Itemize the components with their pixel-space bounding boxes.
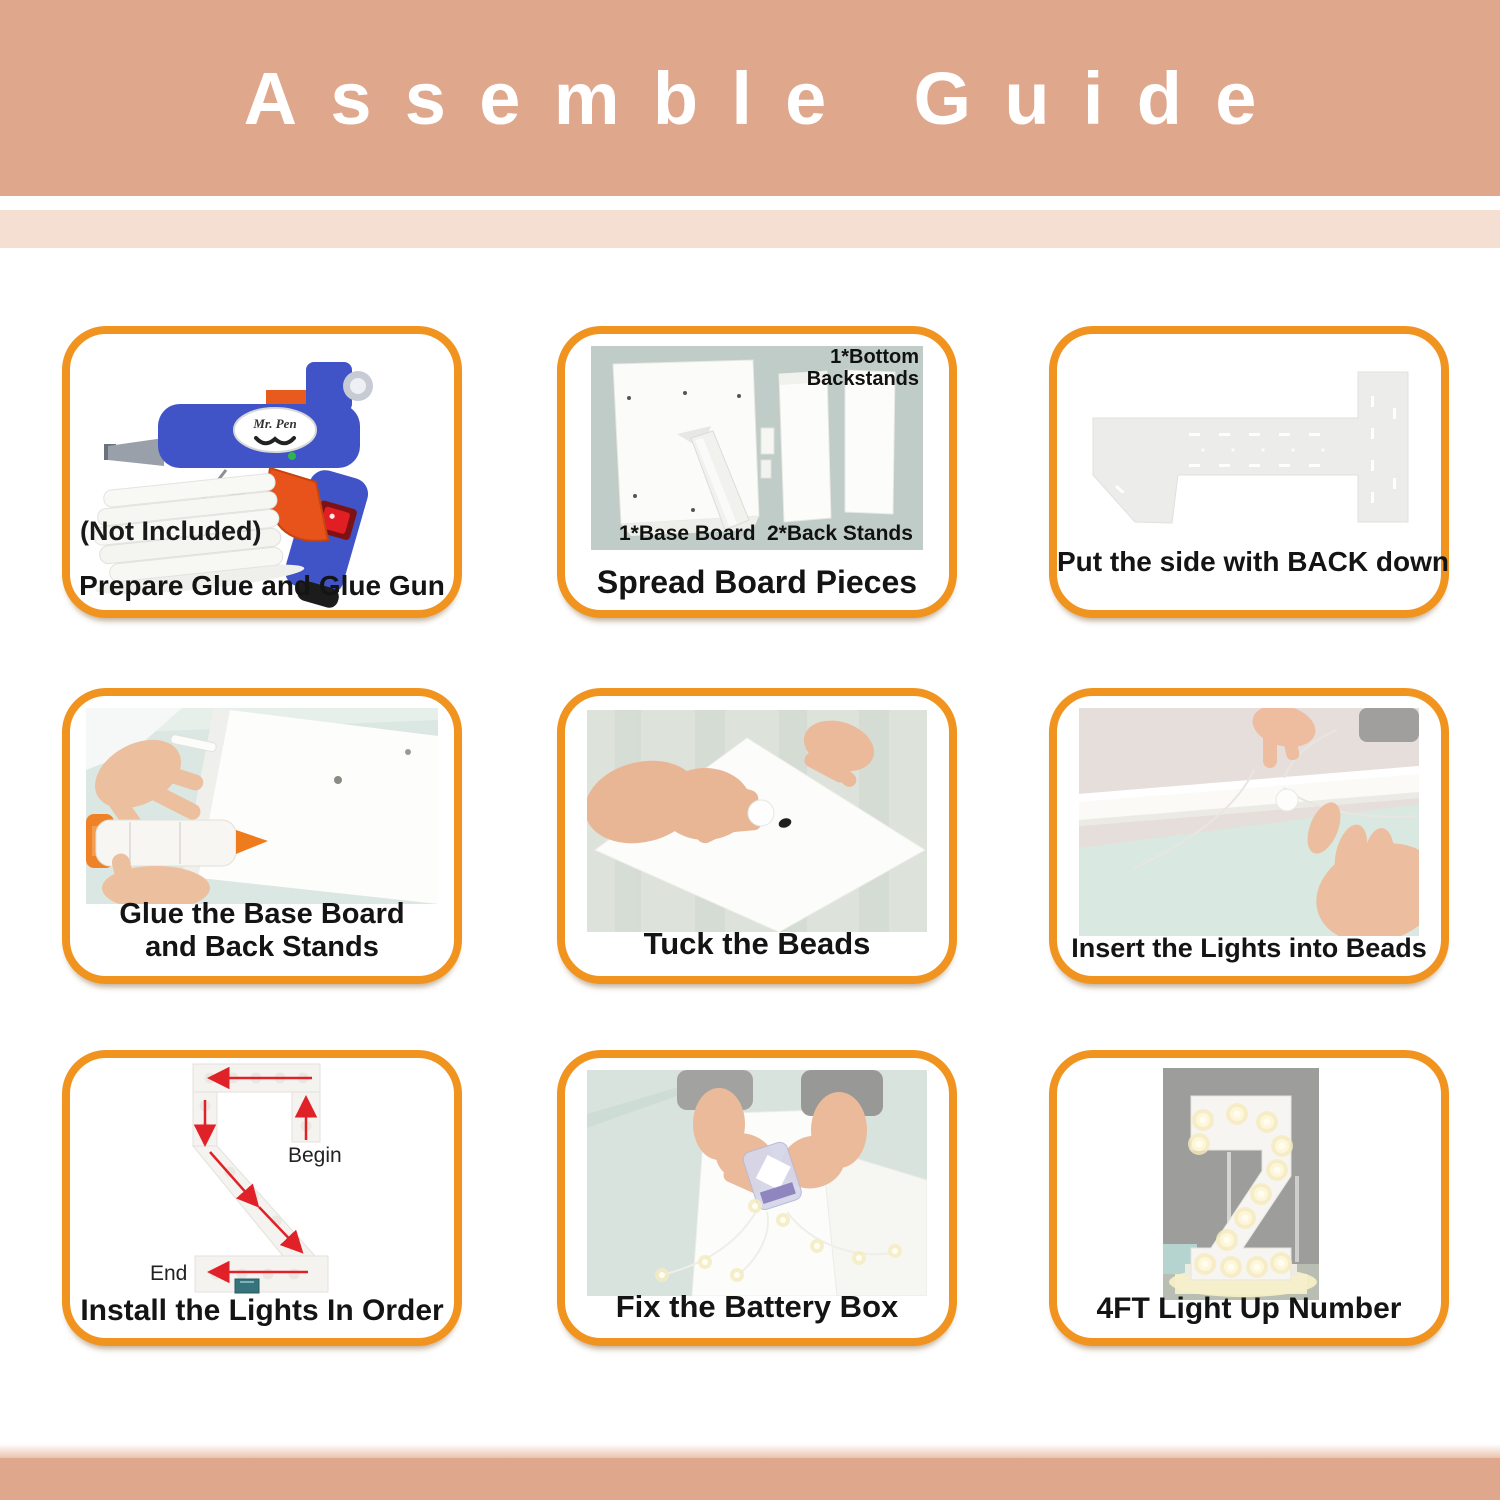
base-board-label: 1*Base Board — [619, 522, 756, 545]
step-card-3 — [1049, 326, 1449, 618]
step-3-caption: Put the side with BACK down — [1057, 546, 1449, 577]
step-5-caption: Tuck the Beads — [643, 926, 871, 961]
step-card-8 — [557, 1050, 957, 1346]
bottom-backstands-label: 1*Bottom Backstands — [806, 346, 919, 390]
page-title: Assemble Guide — [243, 56, 1290, 140]
tuck-beads-photo — [587, 710, 927, 932]
glue-boards-photo — [86, 708, 438, 904]
step-7-caption: Install the Lights In Order — [80, 1294, 444, 1327]
footer-fade — [0, 1444, 1500, 1458]
not-included-note: (Not Included) — [80, 516, 262, 546]
step-card-7 — [62, 1050, 462, 1346]
mirrored-2-shape — [193, 1064, 328, 1292]
step-card-4 — [62, 688, 462, 984]
flat-board-shape — [1093, 372, 1408, 523]
step-8-caption: Fix the Battery Box — [615, 1289, 899, 1324]
step-6-caption: Insert the Lights into Beads — [1071, 933, 1427, 963]
step-9-caption: 4FT Light Up Number — [1096, 1292, 1402, 1325]
glue-gun-brand-label: Mr. Pen — [253, 416, 297, 431]
bead — [1276, 789, 1298, 811]
footer-band — [0, 1458, 1500, 1500]
foam-bead — [748, 800, 774, 826]
fix-battery-photo — [587, 1070, 927, 1296]
insert-lights-photo — [1079, 708, 1419, 936]
lit-number-photo — [1163, 1068, 1319, 1300]
step-card-1 — [62, 326, 462, 618]
step-card-5 — [557, 688, 957, 984]
back-stand-2 — [845, 370, 895, 514]
subheader-band — [0, 210, 1500, 248]
step-1-caption: Prepare Glue and Glue Gun — [79, 570, 445, 601]
begin-label: Begin — [288, 1144, 342, 1167]
end-label: End — [150, 1262, 188, 1285]
step-card-6 — [1049, 688, 1449, 984]
step-4-caption: Glue the Base Board and Back Stands — [119, 898, 405, 963]
divider-strip — [0, 196, 1500, 210]
glue-gun-illustration — [70, 334, 454, 610]
back-stands-label: 2*Back Stands — [767, 522, 913, 545]
step-card-9 — [1049, 1050, 1449, 1346]
step-2-caption: Spread Board Pieces — [596, 564, 918, 600]
header-band — [0, 0, 1500, 196]
back-stand-1 — [779, 371, 831, 522]
step-card-2 — [557, 326, 957, 618]
